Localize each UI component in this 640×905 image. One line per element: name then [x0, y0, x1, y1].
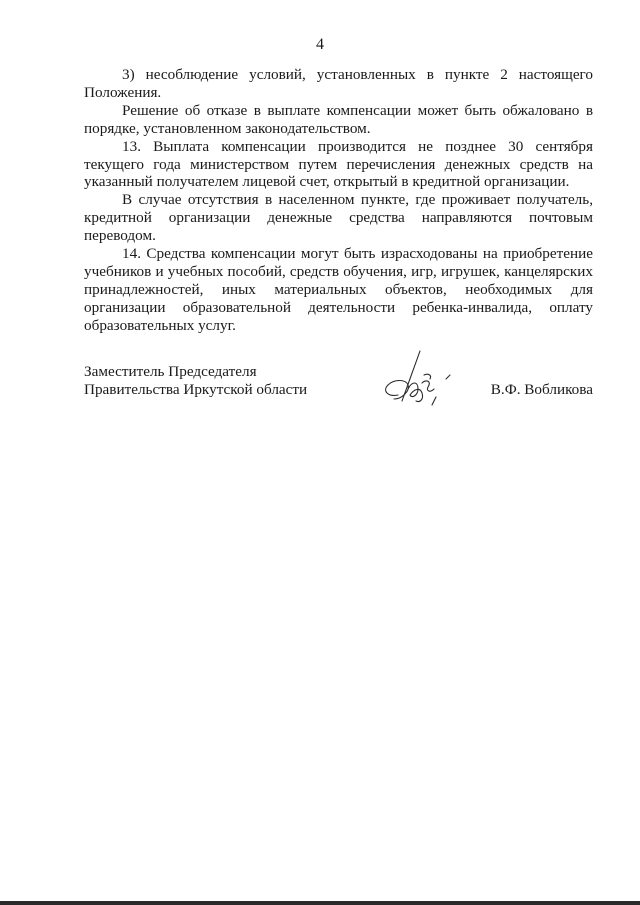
signature-block [84, 363, 593, 399]
paragraph-14: 14. Средства компенсации могут быть израсходованы на приобретение учебников и учебных пособий, средств обучения, игр, игрушек, канцелярских принадлежностей, иных материальных объектов, необходимых для организации образовательной деятельности ребенка-инвалида, оплату образовательных услуг. [84, 245, 593, 334]
page-number: 4 [316, 36, 324, 53]
paragraph-postal-transfer: В случае отсутствия в населенном пункте, где проживает получатель, кредитной организации денежные средства направляются почтовым переводом. [84, 191, 593, 245]
paragraph-item-3: 3) несоблюдение условий, установленных в пункте 2 настоящего Положения. [84, 66, 593, 101]
paragraph-13: 13. Выплата компенсации производится не позднее 30 сентября текущего года министерством путем перечисления денежных средств на указанный получателем лицевой счет, открытый в кредитной организации. [84, 137, 593, 191]
signatory-title-line2: Правительства Иркутской области [84, 381, 308, 398]
paragraph-appeal: Решение об отказе в выплате компенсации может быть обжаловано в порядке, установленном законодательством. [84, 101, 593, 137]
document-body [84, 66, 593, 335]
signatory-name: В.Ф. Вобликова [490, 381, 593, 398]
handwritten-signature-icon [376, 345, 456, 417]
scan-bottom-edge [0, 901, 640, 905]
signatory-title-line1: Заместитель Председателя [84, 363, 257, 380]
